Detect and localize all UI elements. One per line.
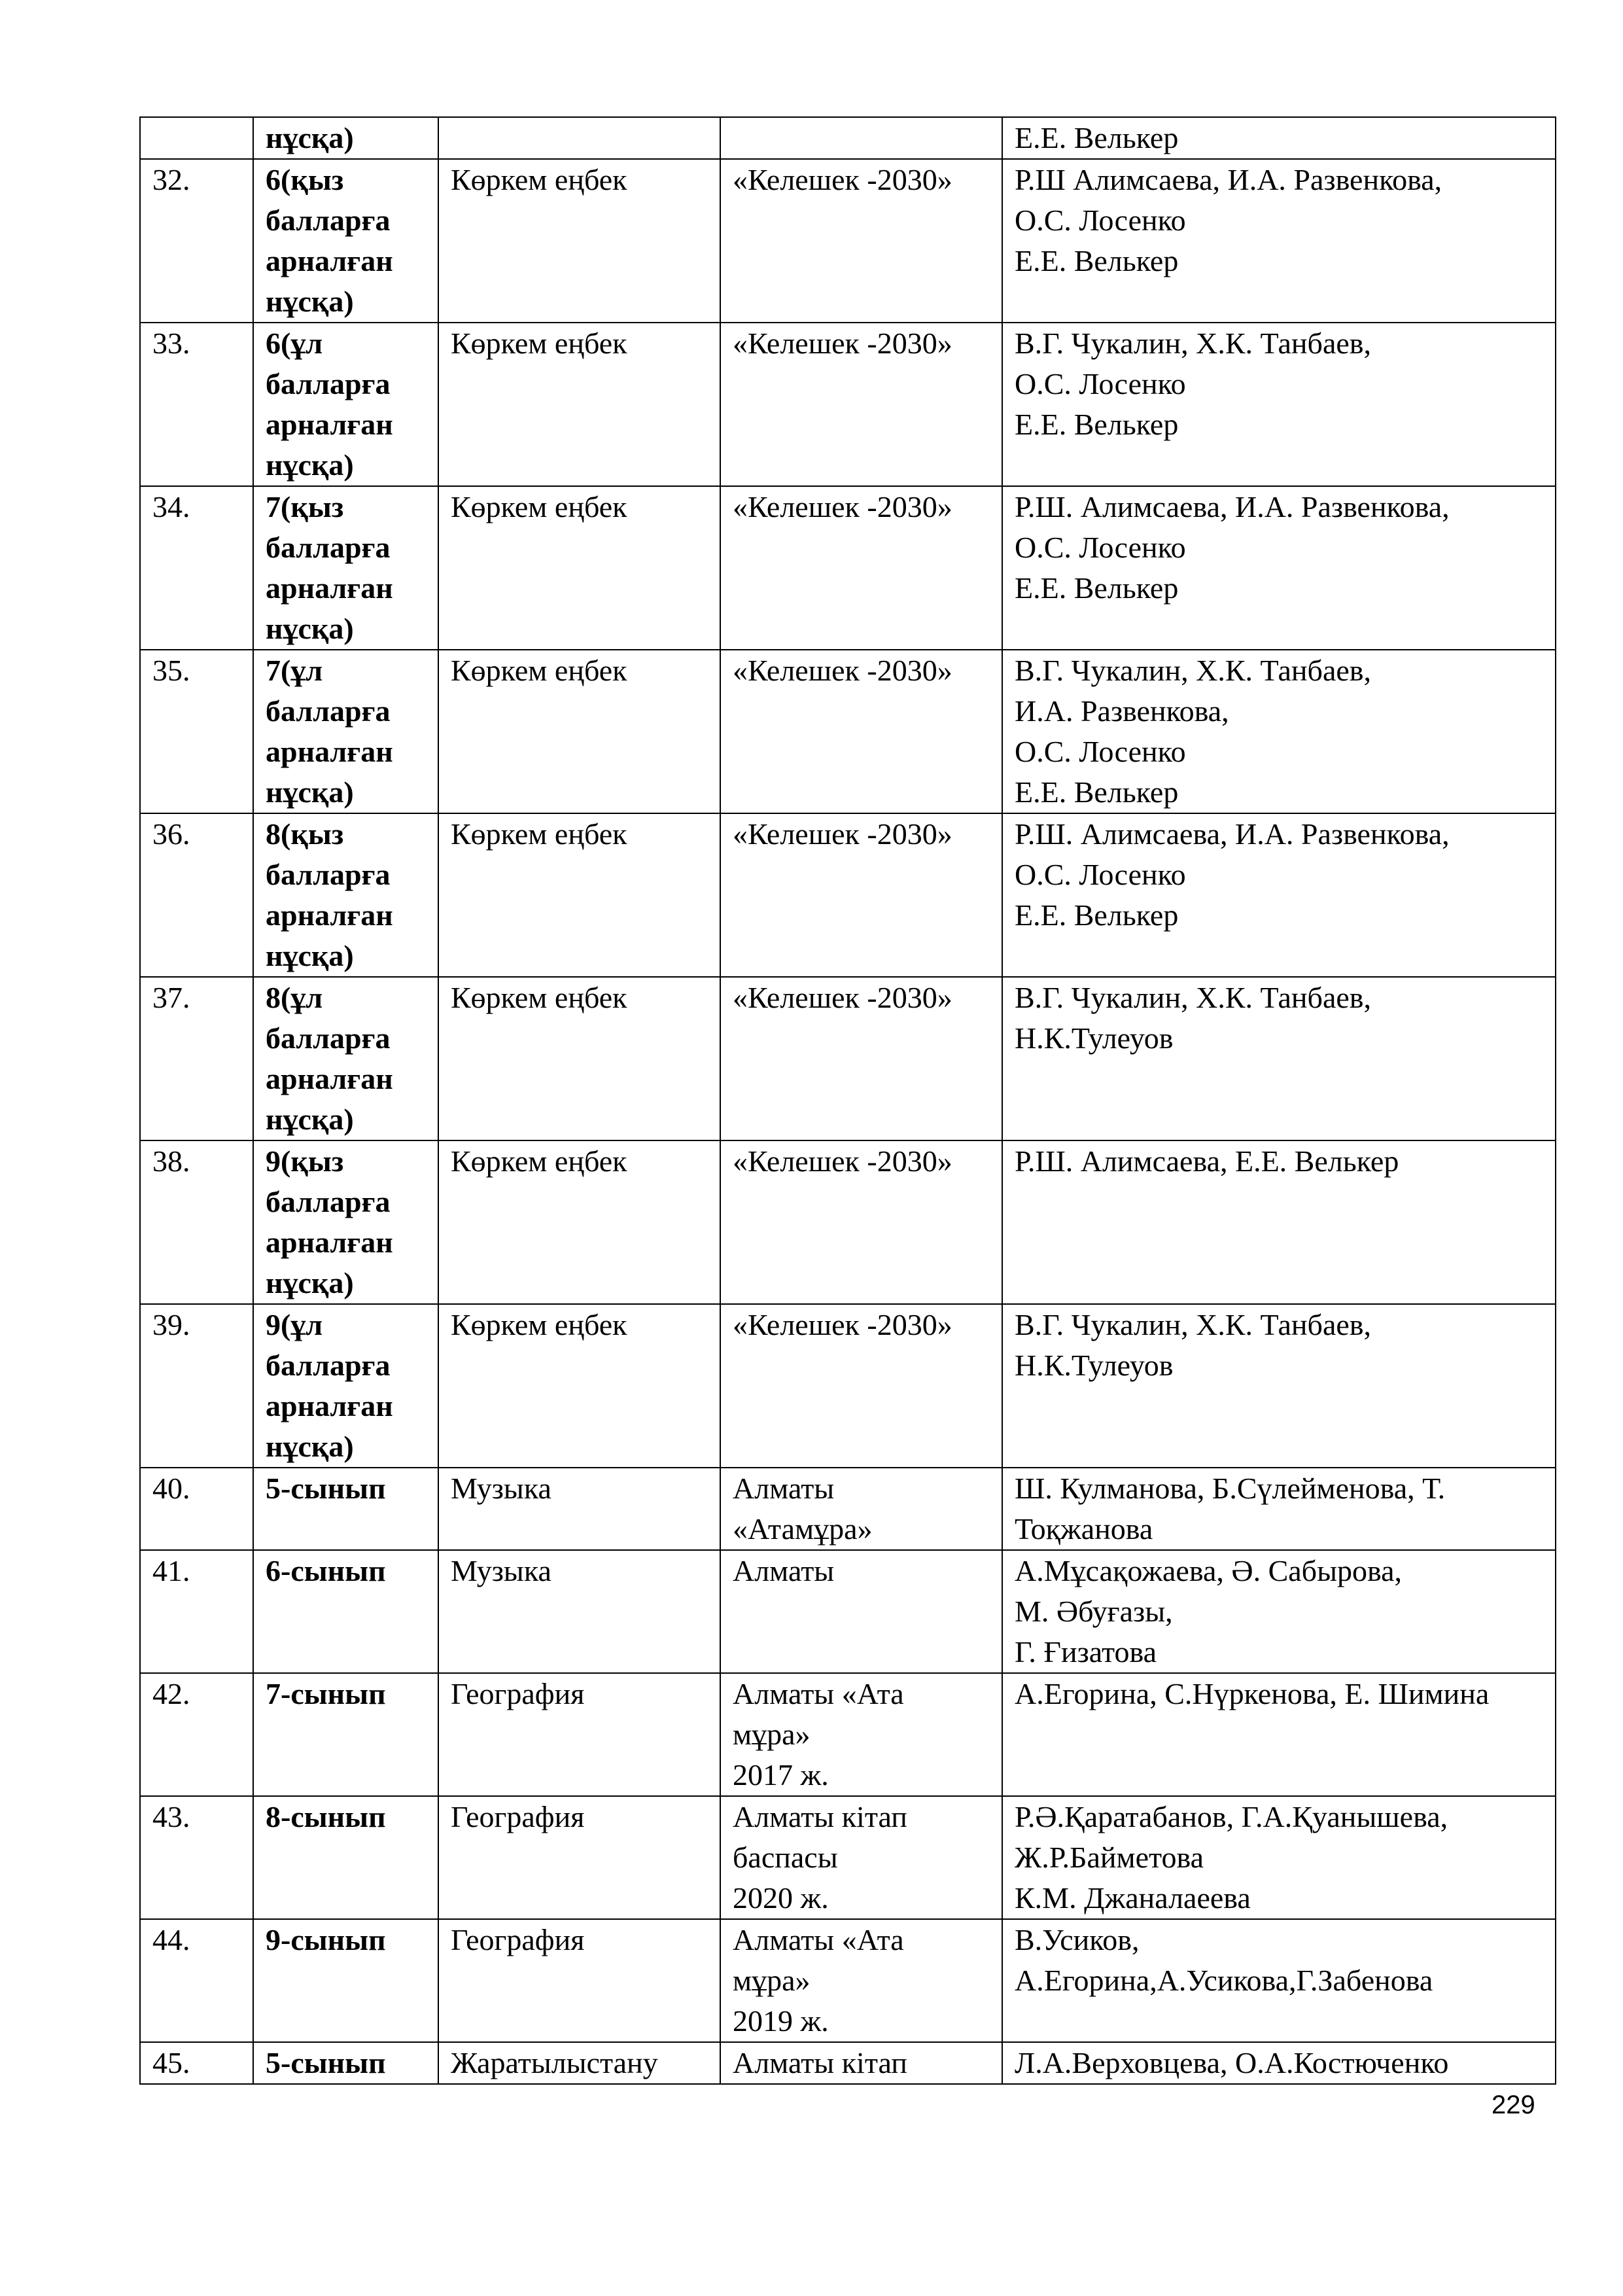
subject-line: Көркем еңбек <box>451 1144 627 1178</box>
authors-cell <box>1002 323 1556 486</box>
subject-cell <box>438 1468 720 1550</box>
publisher-cell <box>720 117 1002 159</box>
grade-cell <box>253 2042 438 2084</box>
publisher-line: Алматы кітап <box>733 2046 907 2079</box>
subject-line: География <box>451 1677 585 1710</box>
publisher-line: «Келешек -2030» <box>733 490 952 523</box>
table-row <box>140 1304 1556 1468</box>
subject-line: Көркем еңбек <box>451 817 627 851</box>
authors-cell <box>1002 159 1556 323</box>
grade-cell <box>253 977 438 1140</box>
table-row <box>140 977 1556 1140</box>
grade-cell <box>253 813 438 977</box>
subject-cell <box>438 1673 720 1796</box>
table-row <box>140 650 1556 813</box>
grade-line: арналған <box>266 571 393 605</box>
grade-line: балларға <box>266 1185 391 1218</box>
authors-cell <box>1002 1468 1556 1550</box>
publisher-line: 2020 ж. <box>733 1881 829 1915</box>
row-number-cell: 43. <box>140 1796 253 1919</box>
subject-cell <box>438 117 720 159</box>
subject-cell <box>438 1796 720 1919</box>
authors-cell <box>1002 977 1556 1140</box>
publisher-line: 2019 ж. <box>733 2004 829 2038</box>
publisher-line: Алматы «Ата <box>733 1677 904 1710</box>
table-row <box>140 1796 1556 1919</box>
row-number-cell: 41. <box>140 1550 253 1673</box>
publisher-line: «Атамұра» <box>733 1512 873 1545</box>
publisher-cell <box>720 323 1002 486</box>
subject-cell <box>438 1919 720 2042</box>
grade-line: 8(ұл <box>266 981 323 1014</box>
grade-line: балларға <box>266 367 391 400</box>
publisher-cell <box>720 1550 1002 1673</box>
grade-line: арналған <box>266 898 393 932</box>
table-row <box>140 159 1556 323</box>
table-row <box>140 486 1556 650</box>
row-number-cell: 39. <box>140 1304 253 1468</box>
authors-line: О.С. Лосенко <box>1015 203 1186 237</box>
subject-cell <box>438 977 720 1140</box>
subject-line: Жаратылыстану <box>451 2046 658 2079</box>
authors-line: В.Г. Чукалин, Х.К. Танбаев, <box>1015 1308 1371 1341</box>
authors-line: Л.А.Верховцева, О.А.Костюченко <box>1015 2046 1449 2079</box>
authors-line: В.Г. Чукалин, Х.К. Танбаев, <box>1015 981 1371 1014</box>
authors-line: Ш. Кулманова, Б.Сүлейменова, Т. <box>1015 1472 1446 1505</box>
authors-line: Е.Е. Велькер <box>1015 571 1179 605</box>
grade-cell <box>253 1140 438 1304</box>
publisher-cell <box>720 486 1002 650</box>
grade-line: 8-сынып <box>266 1800 386 1833</box>
subject-line: Көркем еңбек <box>451 163 627 196</box>
publisher-cell <box>720 1468 1002 1550</box>
grade-line: 6-сынып <box>266 1554 386 1587</box>
authors-line: Е.Е. Велькер <box>1015 898 1179 932</box>
subject-cell <box>438 323 720 486</box>
subject-cell <box>438 650 720 813</box>
publisher-cell <box>720 1919 1002 2042</box>
grade-line: 7(қыз <box>266 490 344 523</box>
authors-line: В.Г. Чукалин, Х.К. Танбаев, <box>1015 327 1371 360</box>
authors-line: О.С. Лосенко <box>1015 735 1186 768</box>
authors-cell <box>1002 650 1556 813</box>
grade-cell <box>253 159 438 323</box>
publisher-line: «Келешек -2030» <box>733 654 952 687</box>
row-number-cell: 35. <box>140 650 253 813</box>
row-number-cell: 36. <box>140 813 253 977</box>
grade-cell <box>253 117 438 159</box>
grade-cell <box>253 1673 438 1796</box>
table-body <box>140 117 1556 2084</box>
grade-cell <box>253 323 438 486</box>
publisher-line: «Келешек -2030» <box>733 163 952 196</box>
table-row <box>140 323 1556 486</box>
authors-cell <box>1002 813 1556 977</box>
grade-line: нұсқа) <box>266 1103 354 1136</box>
publisher-cell <box>720 1673 1002 1796</box>
subject-line: География <box>451 1800 585 1833</box>
grade-line: нұсқа) <box>266 612 354 645</box>
table-row <box>140 1140 1556 1304</box>
table-row <box>140 1550 1556 1673</box>
authors-line: Р.Ш. Алимсаева, И.А. Развенкова, <box>1015 490 1450 523</box>
grade-line: арналған <box>266 1389 393 1422</box>
table-row <box>140 117 1556 159</box>
grade-line: 5-сынып <box>266 1472 386 1505</box>
subject-line: Көркем еңбек <box>451 981 627 1014</box>
publisher-line: Алматы кітап <box>733 1800 907 1833</box>
table-row <box>140 1919 1556 2042</box>
publisher-line: «Келешек -2030» <box>733 817 952 851</box>
authors-cell <box>1002 2042 1556 2084</box>
publisher-line: баспасы <box>733 1841 838 1874</box>
row-number-cell: 34. <box>140 486 253 650</box>
publisher-line: мұра» <box>733 1718 811 1751</box>
authors-line: Е.Е. Велькер <box>1015 244 1179 277</box>
authors-line: Г. Ғизатова <box>1015 1635 1157 1669</box>
grade-line: арналған <box>266 735 393 768</box>
row-number-cell <box>140 117 253 159</box>
grade-cell <box>253 1796 438 1919</box>
authors-cell <box>1002 1673 1556 1796</box>
publisher-cell <box>720 1304 1002 1468</box>
subject-cell <box>438 1140 720 1304</box>
table-row <box>140 1468 1556 1550</box>
row-number-cell: 38. <box>140 1140 253 1304</box>
grade-line: нұсқа) <box>266 1430 354 1463</box>
publisher-line: Алматы <box>733 1472 835 1505</box>
authors-line: В.Г. Чукалин, Х.К. Танбаев, <box>1015 654 1371 687</box>
publisher-line: мұра» <box>733 1964 811 1997</box>
publisher-line: «Келешек -2030» <box>733 1308 952 1341</box>
authors-cell <box>1002 1796 1556 1919</box>
table-row <box>140 813 1556 977</box>
grade-line: арналған <box>266 1226 393 1259</box>
grade-line: нұсқа) <box>266 448 354 482</box>
grade-line: нұсқа) <box>266 1266 354 1299</box>
publisher-line: 2017 ж. <box>733 1758 829 1792</box>
subject-line: Көркем еңбек <box>451 327 627 360</box>
row-number-cell: 45. <box>140 2042 253 2084</box>
publisher-line: Алматы «Ата <box>733 1923 904 1956</box>
authors-line: Е.Е. Велькер <box>1015 121 1179 154</box>
subject-line: Музыка <box>451 1472 551 1505</box>
grade-cell <box>253 1304 438 1468</box>
authors-cell <box>1002 1140 1556 1304</box>
authors-line: Р.Ш. Алимсаева, И.А. Развенкова, <box>1015 817 1450 851</box>
grade-line: нұсқа) <box>266 939 354 972</box>
grade-line: 9(ұл <box>266 1308 323 1341</box>
authors-cell <box>1002 1550 1556 1673</box>
row-number-cell: 32. <box>140 159 253 323</box>
authors-line: В.Усиков, <box>1015 1923 1140 1956</box>
authors-line: А.Егорина,А.Усикова,Г.Забенова <box>1015 1964 1433 1997</box>
grade-line: 7-сынып <box>266 1677 386 1710</box>
row-number-cell: 37. <box>140 977 253 1140</box>
grade-cell <box>253 1550 438 1673</box>
authors-line: О.С. Лосенко <box>1015 858 1186 891</box>
authors-line: Е.Е. Велькер <box>1015 775 1179 809</box>
authors-cell <box>1002 117 1556 159</box>
grade-line: 6(қыз <box>266 163 344 196</box>
grade-line: балларға <box>266 1349 391 1382</box>
table-row <box>140 2042 1556 2084</box>
authors-line: М. Әбуғазы, <box>1015 1595 1173 1628</box>
grade-line: 9(қыз <box>266 1144 344 1178</box>
row-number-cell: 33. <box>140 323 253 486</box>
subject-line: Көркем еңбек <box>451 490 627 523</box>
subject-line: Көркем еңбек <box>451 654 627 687</box>
authors-line: А.Егорина, С.Нүркенова, Е. Шимина <box>1015 1677 1490 1710</box>
publisher-line: Алматы <box>733 1554 835 1587</box>
publisher-cell <box>720 650 1002 813</box>
authors-line: Ж.Р.Байметова <box>1015 1841 1204 1874</box>
subject-cell <box>438 1304 720 1468</box>
grade-line: 8(қыз <box>266 817 344 851</box>
publisher-cell <box>720 1140 1002 1304</box>
publisher-cell <box>720 977 1002 1140</box>
authors-line: Р.Ш Алимсаева, И.А. Развенкова, <box>1015 163 1442 196</box>
textbook-table <box>139 116 1556 2085</box>
grade-cell <box>253 1919 438 2042</box>
grade-line: 7(ұл <box>266 654 323 687</box>
subject-cell <box>438 1550 720 1673</box>
publisher-cell <box>720 813 1002 977</box>
grade-line: нұсқа) <box>266 775 354 809</box>
authors-line: И.А. Развенкова, <box>1015 694 1229 728</box>
authors-cell <box>1002 1304 1556 1468</box>
grade-line: нұсқа) <box>266 285 354 318</box>
subject-cell <box>438 486 720 650</box>
authors-cell <box>1002 1919 1556 2042</box>
grade-cell <box>253 486 438 650</box>
grade-cell <box>253 650 438 813</box>
grade-line: балларға <box>266 531 391 564</box>
grade-line: арналған <box>266 408 393 441</box>
publisher-cell <box>720 159 1002 323</box>
authors-line: Р.Ш. Алимсаева, Е.Е. Велькер <box>1015 1144 1399 1178</box>
subject-cell <box>438 813 720 977</box>
subject-line: Көркем еңбек <box>451 1308 627 1341</box>
authors-line: Е.Е. Велькер <box>1015 408 1179 441</box>
table-row <box>140 1673 1556 1796</box>
grade-line: нұсқа) <box>266 121 354 154</box>
grade-line: 5-сынып <box>266 2046 386 2079</box>
subject-line: Музыка <box>451 1554 551 1587</box>
authors-line: Тоқжанова <box>1015 1512 1153 1545</box>
authors-line: А.Мұсақожаева, Ә. Сабырова, <box>1015 1554 1403 1587</box>
grade-line: балларға <box>266 858 391 891</box>
authors-line: Н.К.Тулеуов <box>1015 1021 1174 1055</box>
grade-line: 9-сынып <box>266 1923 386 1956</box>
publisher-line: «Келешек -2030» <box>733 981 952 1014</box>
grade-line: арналған <box>266 1062 393 1095</box>
subject-line: География <box>451 1923 585 1956</box>
grade-line: арналған <box>266 244 393 277</box>
grade-line: балларға <box>266 203 391 237</box>
page-number: 229 <box>1492 2091 1535 2119</box>
publisher-cell <box>720 1796 1002 1919</box>
row-number-cell: 42. <box>140 1673 253 1796</box>
row-number-cell: 40. <box>140 1468 253 1550</box>
row-number-cell: 44. <box>140 1919 253 2042</box>
authors-line: К.М. Джаналаеева <box>1015 1881 1251 1915</box>
subject-cell <box>438 159 720 323</box>
publisher-line: «Келешек -2030» <box>733 1144 952 1178</box>
grade-line: балларға <box>266 1021 391 1055</box>
publisher-line: «Келешек -2030» <box>733 327 952 360</box>
authors-cell <box>1002 486 1556 650</box>
authors-line: О.С. Лосенко <box>1015 367 1186 400</box>
authors-line: О.С. Лосенко <box>1015 531 1186 564</box>
grade-cell <box>253 1468 438 1550</box>
grade-line: балларға <box>266 694 391 728</box>
authors-line: Н.К.Тулеуов <box>1015 1349 1174 1382</box>
grade-line: 6(ұл <box>266 327 323 360</box>
authors-line: Р.Ә.Қаратабанов, Г.А.Қуанышева, <box>1015 1800 1448 1833</box>
subject-cell <box>438 2042 720 2084</box>
publisher-cell <box>720 2042 1002 2084</box>
